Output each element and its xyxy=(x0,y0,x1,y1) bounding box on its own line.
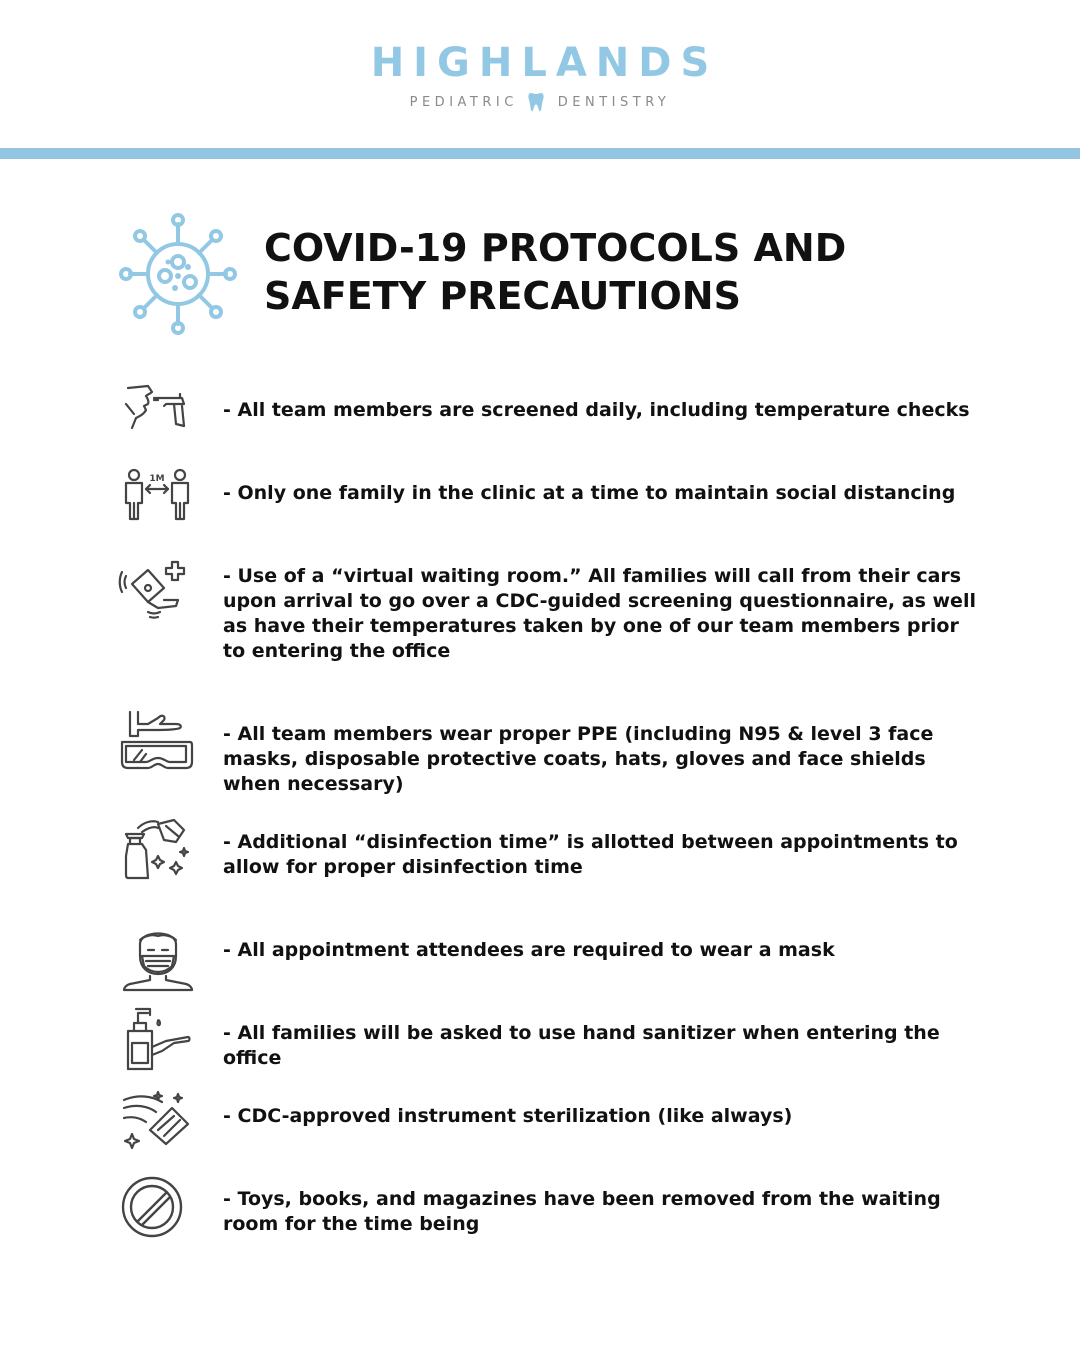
item-text: - Toys, books, and magazines have been removed from the waiting room for the time being xyxy=(223,1188,941,1235)
phone-check-icon xyxy=(118,560,194,624)
distance-label: 1M xyxy=(149,474,165,484)
sterilization-wipe-icon xyxy=(118,1090,194,1154)
hand-sanitizer-icon xyxy=(118,1007,194,1071)
face-mask-person-icon xyxy=(118,924,194,988)
item-text: - All team members wear proper PPE (including N95 & level 3 face masks, disposable protective coats, hats, gloves and face shields when necessary) xyxy=(223,723,934,795)
brand-subtitle-left: PEDIATRIC xyxy=(409,94,518,110)
social-distance-icon xyxy=(118,467,194,531)
item-text: - CDC-approved instrument sterilization (like always) xyxy=(223,1105,793,1127)
title-line-1: COVID-19 PROTOCOLS AND xyxy=(264,226,847,270)
title-block xyxy=(120,212,980,336)
header xyxy=(0,0,1080,148)
brand-subtitle-right: DENTISTRY xyxy=(557,94,671,110)
item-text: - Only one family in the clinic at a time to maintain social distancing xyxy=(223,482,956,504)
virus-icon xyxy=(120,212,236,336)
brand-logo-wordmark: HIGHLANDS xyxy=(370,40,719,86)
no-sign-icon xyxy=(118,1173,194,1237)
header-divider xyxy=(0,148,1080,159)
brand-subtitle xyxy=(0,92,1080,112)
item-text: - Use of a “virtual waiting room.” All families will call from their cars upon arrival to go over a CDC-guided screening questionnaire, as well as have their temperatures taken by one of our team members prior to entering the office xyxy=(223,565,976,662)
item-text: - All appointment attendees are required to wear a mask xyxy=(223,939,835,961)
page-title xyxy=(264,224,964,320)
ppe-gloves-goggles-icon xyxy=(118,708,194,772)
item-text: - Additional “disinfection time” is allotted between appointments to allow for proper disinfection time xyxy=(223,831,958,878)
title-line-2: SAFETY PRECAUTIONS xyxy=(264,274,741,318)
disinfect-spray-icon xyxy=(118,816,194,880)
item-text: - All team members are screened daily, including temperature checks xyxy=(223,399,970,421)
item-text: - All families will be asked to use hand sanitizer when entering the office xyxy=(223,1022,940,1069)
tooth-icon xyxy=(528,92,544,112)
thermometer-screening-icon xyxy=(118,384,194,448)
